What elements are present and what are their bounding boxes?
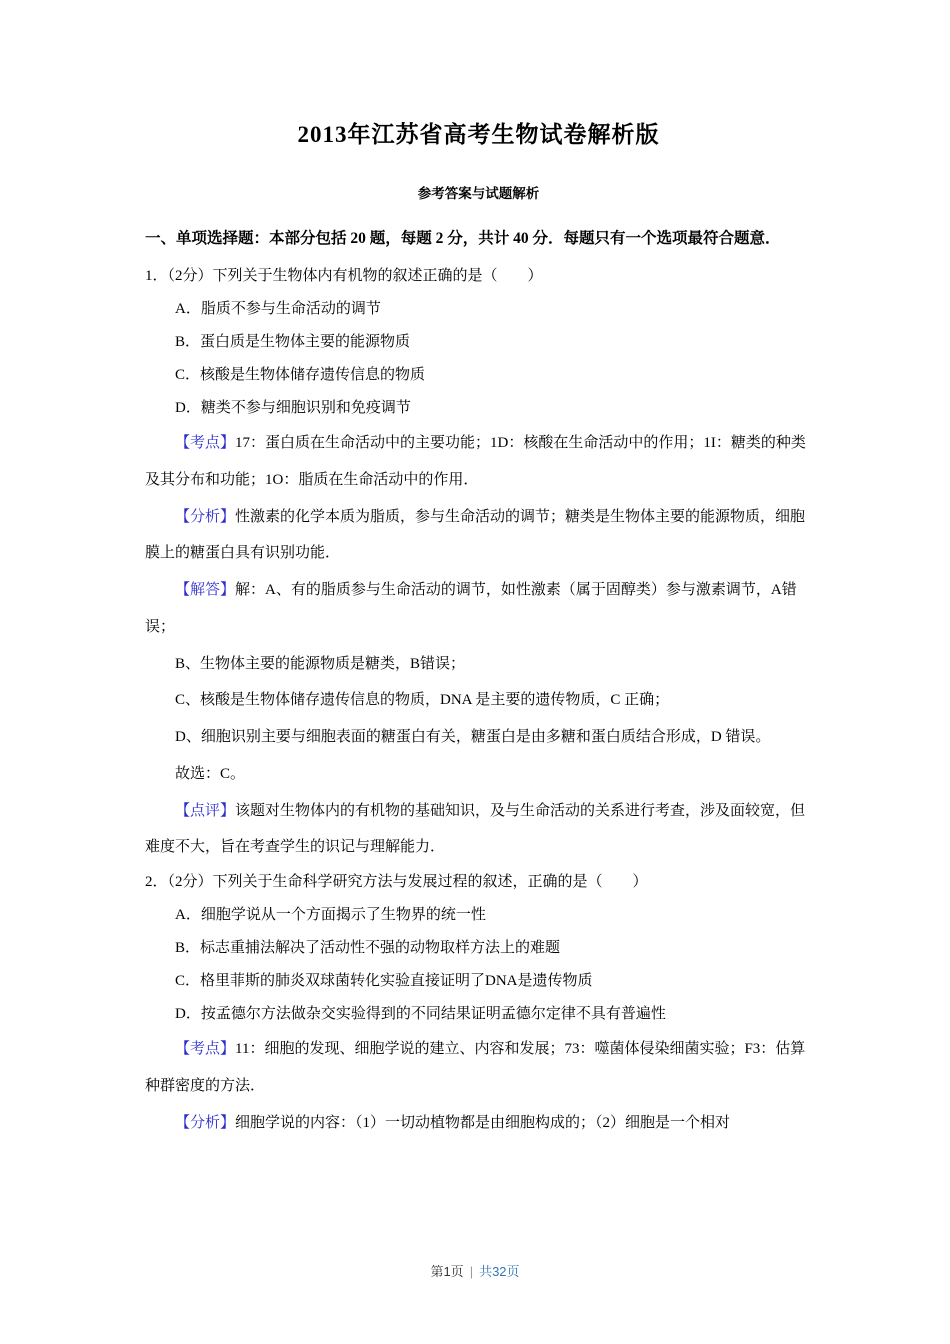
section-heading: 一、单项选择题：本部分包括 20 题，每题 2 分，共计 40 分．每题只有一个选项最符合题意．: [145, 230, 781, 247]
question-2-option-c: C．格里菲斯的肺炎双球菌转化实验直接证明了DNA是遗传物质: [175, 973, 593, 990]
document-title: 2013年江苏省高考生物试卷解析版: [297, 122, 660, 147]
question-1-option-a: A．脂质不参与生命活动的调节: [175, 301, 381, 318]
question-1-answer-line: 故选：C。: [175, 765, 246, 782]
question-1-jieda-paragraph: [145, 572, 812, 646]
question-1-dianping-paragraph: [145, 793, 812, 867]
question-1-option-d: D．糖类不参与细胞识别和免疫调节: [175, 400, 411, 417]
footer-separator: |: [469, 1264, 474, 1279]
question-2-kaodian-paragraph: [145, 1031, 812, 1105]
kaodian-tag: 【考点】: [175, 1041, 236, 1058]
question-2-option-d: D．按孟德尔方法做杂交实验得到的不同结果证明孟德尔定律不具有普遍性: [175, 1006, 666, 1023]
question-2-stem: 2．（2分）下列关于生命科学研究方法与发展过程的叙述，正确的是（ ）: [145, 874, 648, 891]
question-1-jieda-line-c: C、核酸是生物体储存遗传信息的物质，DNA 是主要的遗传物质，C 正确；: [175, 692, 670, 709]
question-1-jieda-line-b: B、生物体主要的能源物质是糖类，B错误；: [175, 655, 466, 672]
question-1-kaodian-paragraph: [145, 425, 812, 499]
question-1-option-b: B．蛋白质是生物体主要的能源物质: [175, 334, 411, 351]
fenxi-text: 性激素的化学本质为脂质，参与生命活动的调节；糖类是生物体主要的能源物质，细胞膜上的糖蛋白具有识别功能．: [145, 508, 806, 562]
page-footer: [0, 1261, 950, 1280]
question-1-stem: 1．（2分）下列关于生物体内有机物的叙述正确的是（ ）: [145, 268, 543, 285]
dianping-tag: 【点评】: [175, 802, 236, 819]
question-2-option-b: B．标志重捕法解决了活动性不强的动物取样方法上的难题: [175, 940, 561, 957]
question-2-option-a: A．细胞学说从一个方面揭示了生物界的统一性: [175, 907, 486, 924]
jieda-tag: 【解答】: [175, 582, 236, 599]
question-1-jieda-line-d: D、细胞识别主要与细胞表面的糖蛋白有关，糖蛋白是由多糖和蛋白质结合形成，D 错误。: [175, 729, 771, 746]
question-1-option-c: C．核酸是生物体储存遗传信息的物质: [175, 367, 426, 384]
kaodian-tag: 【考点】: [175, 435, 236, 452]
question-2-fenxi-paragraph: [145, 1105, 812, 1142]
page-number: 第1页: [430, 1264, 464, 1279]
jieda-text: 解：A、有的脂质参与生命活动的调节，如性激素（属于固醇类）参与激素调节，A错误；: [145, 582, 797, 635]
document-subtitle: 参考答案与试题解析: [417, 186, 540, 201]
question-1-fenxi-paragraph: [145, 499, 812, 573]
question-1: [145, 260, 812, 866]
total-pages: 共32页: [479, 1264, 520, 1279]
question-2: [145, 866, 812, 1141]
fenxi-tag: 【分析】: [175, 1114, 236, 1131]
fenxi-text: 细胞学说的内容：（1）一切动植物都是由细胞构成的；（2）细胞是一个相对: [235, 1114, 731, 1131]
kaodian-text: 11：细胞的发现、细胞学说的建立、内容和发展；73：噬菌体侵染细菌实验；F3：估算种群密度的方法．: [145, 1041, 806, 1094]
kaodian-text: 17：蛋白质在生命活动中的主要功能；1D：核酸在生命活动中的作用；1I：糖类的种类及其分布和功能；1O：脂质在生命活动中的作用．: [145, 435, 806, 488]
dianping-text: 该题对生物体内的有机物的基础知识，及与生命活动的关系进行考查，涉及面较宽，但难度不大，旨在考查学生的识记与理解能力．: [145, 802, 806, 856]
fenxi-tag: 【分析】: [175, 508, 236, 525]
